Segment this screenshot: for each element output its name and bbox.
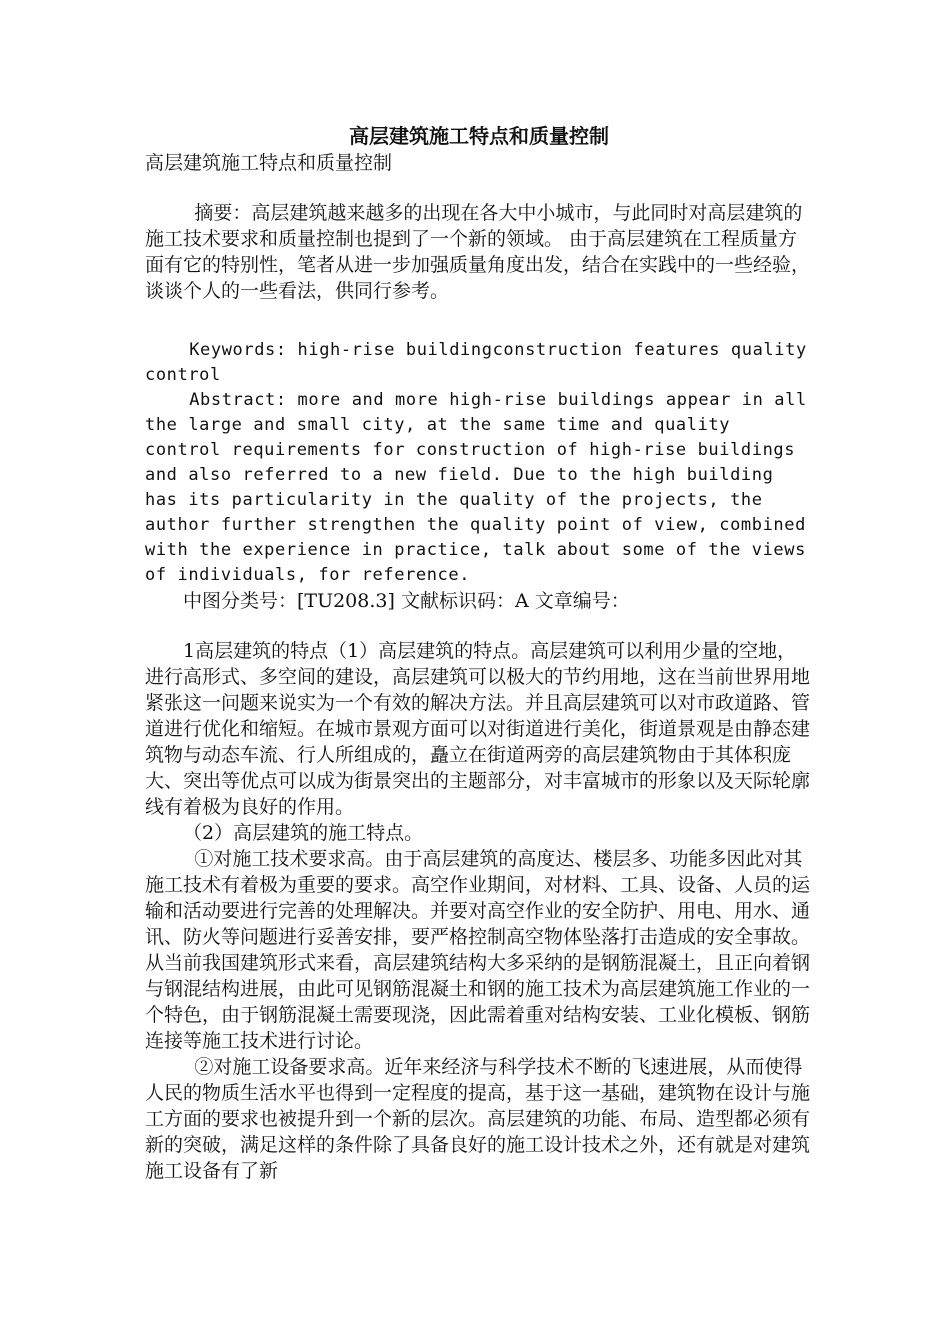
- document-subtitle: 高层建筑施工特点和质量控制: [145, 152, 393, 174]
- section1-paragraph-4: ②对施工设备要求高。近年来经济与科学技术不断的飞速进展，从而使得人民的物质生活水平也得到一定程度的提高，基于这一基础，建筑物在设计与施工方面的要求也被提升到一个新的层次。高层建筑的功能、布局、造型都必须有新的突破，满足这样的条件除了具备良好的施工设计技术之外，还有就是对建筑施工设备有了新: [145, 1056, 811, 1182]
- section1-paragraph-2: （2）高层建筑的施工特点。: [183, 822, 424, 844]
- abstract-english: Abstract: more and more high-rise buildings appear in all the large and small city, at the same time and quality control requirements for construction of high-rise buildings and also referred to a new field. Due to the high building has its particularity in the quality of the projects, the author further strengthen the quality point of view, combined with the experience in practice, talk about some of the views of individuals, for reference.: [145, 390, 807, 585]
- spacer: [145, 176, 813, 200]
- section1-paragraph-3: ①对施工技术要求高。由于高层建筑的高度达、楼层多、功能多因此对其施工技术有着极为重要的要求。高空作业期间，对材料、工具、设备、人员的运输和活动要进行完善的处理解决。并要对高空作业的安全防护、用电、用水、通讯、防火等问题进行妥善安排，要严格控制高空物体坠落打击造成的安全事故。从当前我国建筑形式来看，高层建筑结构大多采纳的是钢筋混凝土，且正向着钢与钢混结构进展，由此可见钢筋混凝土和钢的施工技术为高层建筑施工作业的一个特色，由于钢筋混凝土需要现浇，因此需着重对结构安装、工业化模板、钢筋连接等施工技术进行讨论。: [145, 848, 811, 1052]
- classification-line: 中图分类号：[TU208.3] 文献标识码：A 文章编号：: [183, 590, 630, 612]
- keywords-english: Keywords: high-rise buildingconstruction features quality control: [145, 340, 807, 385]
- section1-paragraph-1: 1高层建筑的特点（1）高层建筑的特点。高层建筑可以利用少量的空地，进行高形式、多空间的建设，高层建筑可以极大的节约用地，这在当前世界用地紧张这一问题来说实为一个有效的解决方法。并且高层建筑可以对市政道路、管道进行优化和缩短。在城市景观方面可以对街道进行美化，街道景观是由静态建筑物与动态车流、行人所组成的，矗立在街道两旁的高层建筑物由于其体积庞大、突出等优点可以成为街景突出的主题部分，对丰富城市的形象以及天际轮廓线有着极为良好的作用。: [145, 640, 811, 818]
- spacer: [145, 614, 813, 638]
- abstract-chinese: 摘要：高层建筑越来越多的出现在各大中小城市，与此同时对高层建筑的施工技术要求和质量控制也提到了一个新的领域。 由于高层建筑在工程质量方面有它的特别性，笔者从进一步加强质量角度出发，结合在实践中的一些经验，谈谈个人的一些看法，供同行参考。: [145, 202, 811, 302]
- spacer: [145, 304, 813, 338]
- document-body: [145, 122, 813, 1184]
- document-title: 高层建筑施工特点和质量控制: [349, 124, 609, 148]
